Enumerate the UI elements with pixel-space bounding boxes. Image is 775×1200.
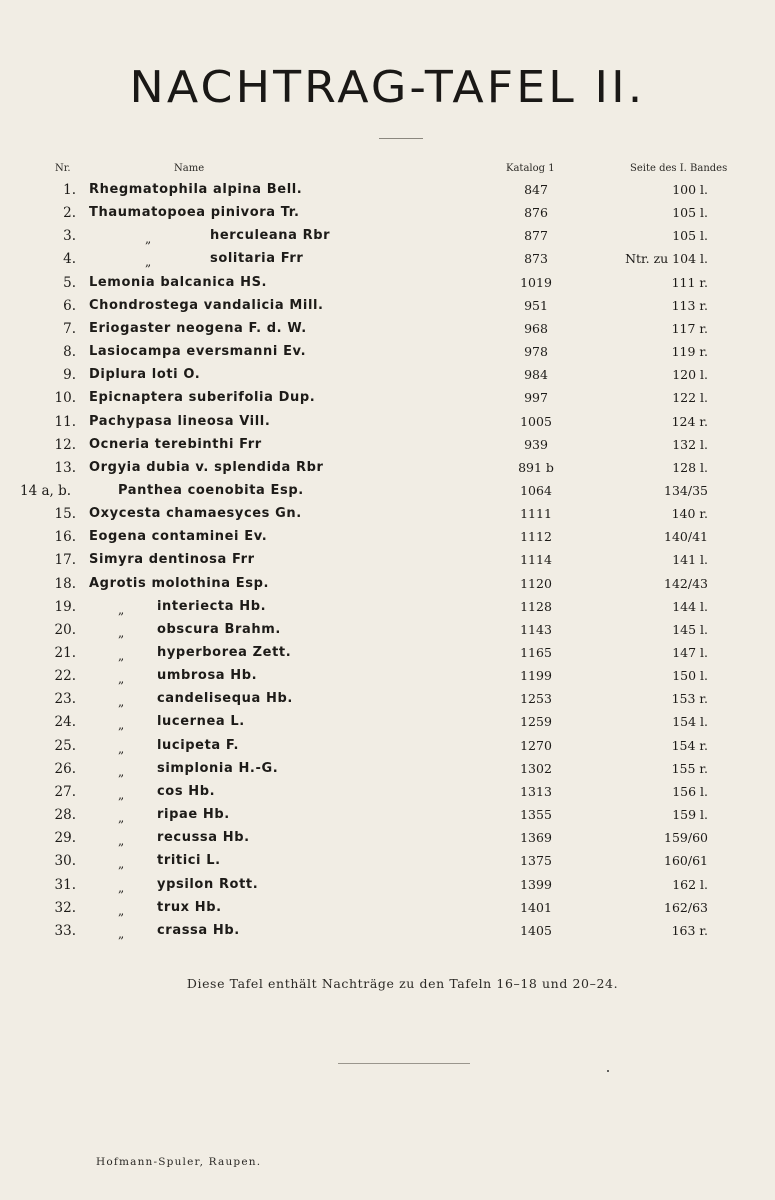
page-reference: 128 l. bbox=[672, 459, 708, 475]
ditto-mark: „ bbox=[118, 695, 125, 710]
table-row bbox=[0, 574, 775, 596]
katalog-number: 1259 bbox=[520, 714, 552, 730]
ditto-mark: „ bbox=[118, 903, 125, 918]
header-nr: Nr. bbox=[55, 163, 71, 174]
katalog-number: 877 bbox=[524, 228, 548, 244]
page-reference: 119 r. bbox=[671, 344, 708, 360]
species-name: lucernea L. bbox=[157, 714, 245, 730]
species-name: herculeana Rbr bbox=[210, 228, 331, 244]
title-divider bbox=[379, 138, 423, 139]
species-name: Eogena contaminei Ev. bbox=[89, 529, 268, 545]
row-number: 31. bbox=[54, 876, 76, 893]
row-number: 17. bbox=[54, 552, 76, 569]
species-name: candelisequa Hb. bbox=[157, 691, 293, 707]
katalog-number: 873 bbox=[524, 251, 548, 267]
table-row bbox=[0, 689, 775, 711]
table-row bbox=[0, 550, 775, 572]
page-reference: 154 l. bbox=[672, 714, 708, 730]
ditto-mark: „ bbox=[118, 625, 125, 640]
species-name: Simyra dentinosa Frr bbox=[89, 552, 255, 568]
table-row bbox=[0, 759, 775, 781]
page-reference: 159/60 bbox=[664, 830, 708, 846]
species-name: obscura Brahm. bbox=[157, 621, 281, 637]
row-number: 32. bbox=[54, 899, 76, 916]
katalog-number: 1111 bbox=[520, 506, 552, 522]
table-row bbox=[0, 481, 775, 503]
table-row bbox=[0, 643, 775, 665]
row-number: 12. bbox=[54, 436, 76, 453]
katalog-number: 997 bbox=[524, 390, 548, 406]
species-name: Eriogaster neogena F. d. W. bbox=[89, 320, 307, 336]
katalog-number: 968 bbox=[524, 320, 548, 336]
header-katalog: Katalog 1 bbox=[506, 163, 555, 174]
row-number: 8. bbox=[63, 344, 76, 361]
table-row bbox=[0, 712, 775, 734]
row-number: 27. bbox=[54, 783, 76, 800]
katalog-number: 1369 bbox=[520, 830, 552, 846]
table-row bbox=[0, 249, 775, 271]
page-reference: 153 r. bbox=[671, 691, 708, 707]
ditto-mark: „ bbox=[145, 232, 152, 247]
table-row bbox=[0, 666, 775, 688]
ditto-mark: „ bbox=[118, 811, 125, 826]
page-reference: 156 l. bbox=[672, 783, 708, 799]
row-number: 5. bbox=[63, 274, 76, 291]
species-name: simplonia H.-G. bbox=[157, 760, 279, 776]
katalog-number: 978 bbox=[524, 344, 548, 360]
page-reference: 120 l. bbox=[672, 367, 708, 383]
row-number: 30. bbox=[54, 853, 76, 870]
row-number: 22. bbox=[54, 668, 76, 685]
row-number: 10. bbox=[54, 390, 76, 407]
row-number: 26. bbox=[54, 760, 76, 777]
page-reference: 155 r. bbox=[671, 760, 708, 776]
page-reference: 140 r. bbox=[671, 506, 708, 522]
species-name: interiecta Hb. bbox=[157, 598, 267, 614]
table-row bbox=[0, 388, 775, 410]
katalog-number: 891 b bbox=[518, 459, 554, 475]
katalog-number: 1143 bbox=[520, 621, 552, 637]
katalog-number: 1399 bbox=[520, 876, 552, 892]
row-number: 23. bbox=[54, 691, 76, 708]
page-reference: 113 r. bbox=[671, 297, 708, 313]
ditto-mark: „ bbox=[118, 741, 125, 756]
table-row bbox=[0, 597, 775, 619]
ditto-mark: „ bbox=[118, 718, 125, 733]
species-name: Ocneria terebinthi Frr bbox=[89, 436, 262, 452]
species-name: lucipeta F. bbox=[157, 737, 240, 753]
table-row bbox=[0, 504, 775, 526]
page-reference: 141 l. bbox=[672, 552, 708, 568]
katalog-number: 1253 bbox=[520, 691, 552, 707]
species-name: Lemonia balcanica HS. bbox=[89, 274, 268, 290]
table-row bbox=[0, 851, 775, 873]
table-row bbox=[0, 898, 775, 920]
row-number: 20. bbox=[54, 621, 76, 638]
katalog-number: 876 bbox=[524, 205, 548, 221]
species-name: solitaria Frr bbox=[210, 251, 304, 267]
page-reference: 160/61 bbox=[664, 853, 708, 869]
katalog-number: 1120 bbox=[520, 575, 552, 591]
katalog-number: 1375 bbox=[520, 853, 552, 869]
page-reference: 134/35 bbox=[664, 482, 708, 498]
ditto-mark: „ bbox=[118, 926, 125, 941]
katalog-number: 1114 bbox=[520, 552, 552, 568]
ditto-mark: „ bbox=[145, 255, 152, 270]
header-name: Name bbox=[174, 163, 205, 174]
bottom-divider bbox=[338, 1063, 470, 1064]
page-reference: 105 l. bbox=[672, 228, 708, 244]
species-name: cos Hb. bbox=[157, 783, 216, 799]
table-row bbox=[0, 458, 775, 480]
row-number: 4. bbox=[63, 251, 76, 268]
row-number: 14 a, b. bbox=[20, 482, 72, 499]
page-reference: 100 l. bbox=[672, 182, 708, 197]
table-row bbox=[0, 527, 775, 549]
page-reference: 144 l. bbox=[672, 598, 708, 614]
page-reference: 105 l. bbox=[672, 205, 708, 221]
table-row bbox=[0, 273, 775, 295]
katalog-number: 1064 bbox=[520, 482, 552, 498]
credit-line: Hofmann-Spuler, Raupen. bbox=[96, 1156, 262, 1168]
page-reference: Ntr. zu 104 l. bbox=[625, 251, 708, 267]
page-reference: 145 l. bbox=[672, 621, 708, 637]
species-name: Thaumatopoea pinivora Tr. bbox=[89, 205, 300, 221]
species-name: Panthea coenobita Esp. bbox=[118, 482, 304, 498]
species-name: crassa Hb. bbox=[157, 922, 240, 938]
row-number: 13. bbox=[54, 459, 76, 476]
row-number: 3. bbox=[63, 228, 76, 245]
page-reference: 111 r. bbox=[671, 274, 708, 290]
table-row bbox=[0, 921, 775, 943]
table-row bbox=[0, 365, 775, 387]
table-row bbox=[0, 180, 775, 202]
species-name: Pachypasa lineosa Vill. bbox=[89, 413, 271, 429]
page-reference: 163 r. bbox=[671, 922, 708, 938]
species-name: Orgyia dubia v. splendida Rbr bbox=[89, 459, 324, 475]
page-reference: 150 l. bbox=[672, 668, 708, 684]
row-number: 28. bbox=[54, 807, 76, 824]
katalog-number: 1302 bbox=[520, 760, 552, 776]
row-number: 11. bbox=[54, 413, 76, 430]
row-number: 29. bbox=[54, 830, 76, 847]
species-name: hyperborea Zett. bbox=[157, 645, 292, 660]
katalog-number: 1128 bbox=[520, 598, 552, 614]
katalog-number: 1005 bbox=[520, 413, 552, 429]
row-number: 15. bbox=[54, 506, 76, 523]
ditto-mark: „ bbox=[118, 857, 125, 872]
katalog-number: 1401 bbox=[520, 899, 552, 915]
row-number: 18. bbox=[54, 575, 76, 592]
page-reference: 147 l. bbox=[672, 645, 708, 660]
page-reference: 162/63 bbox=[664, 899, 708, 915]
table-row bbox=[0, 805, 775, 827]
katalog-number: 847 bbox=[524, 182, 548, 197]
row-number: 1. bbox=[63, 182, 76, 198]
row-number: 19. bbox=[54, 598, 76, 615]
table-row bbox=[0, 226, 775, 248]
table-row bbox=[0, 782, 775, 804]
page-reference: 117 r. bbox=[671, 320, 708, 336]
species-name: Lasiocampa eversmanni Ev. bbox=[89, 344, 307, 360]
table-row bbox=[0, 296, 775, 318]
row-number: 2. bbox=[63, 205, 76, 222]
ditto-mark: „ bbox=[118, 880, 125, 895]
katalog-number: 951 bbox=[524, 297, 548, 313]
katalog-number: 1165 bbox=[520, 645, 552, 660]
table-row bbox=[0, 435, 775, 457]
page-reference: 154 r. bbox=[671, 737, 708, 753]
katalog-number: 1405 bbox=[520, 922, 552, 938]
species-name: trux Hb. bbox=[157, 899, 222, 915]
page-reference: 140/41 bbox=[664, 529, 708, 545]
species-name: ripae Hb. bbox=[157, 807, 230, 823]
species-name: umbrosa Hb. bbox=[157, 668, 258, 684]
row-number: 16. bbox=[54, 529, 76, 546]
species-name: ypsilon Rott. bbox=[157, 876, 259, 892]
katalog-number: 1112 bbox=[520, 529, 552, 545]
table-row bbox=[0, 875, 775, 897]
species-name: Diplura loti O. bbox=[89, 367, 201, 383]
species-name: Rhegmatophila alpina Bell. bbox=[89, 182, 303, 197]
row-number: 7. bbox=[63, 320, 76, 337]
katalog-number: 1355 bbox=[520, 807, 552, 823]
row-number: 25. bbox=[54, 737, 76, 754]
species-name: Oxycesta chamaesyces Gn. bbox=[89, 506, 302, 522]
ditto-mark: „ bbox=[118, 764, 125, 779]
table-row bbox=[0, 736, 775, 758]
katalog-number: 1313 bbox=[520, 783, 552, 799]
table-row bbox=[0, 319, 775, 341]
katalog-number: 1199 bbox=[520, 668, 552, 684]
page-reference: 162 l. bbox=[672, 876, 708, 892]
row-number: 21. bbox=[54, 645, 76, 661]
katalog-number: 1019 bbox=[520, 274, 552, 290]
species-name: Chondrostega vandalicia Mill. bbox=[89, 297, 324, 313]
species-name: Epicnaptera suberifolia Dup. bbox=[89, 390, 316, 406]
table-row bbox=[0, 342, 775, 364]
page-reference: 122 l. bbox=[672, 390, 708, 406]
katalog-number: 939 bbox=[524, 436, 548, 452]
species-name: Agrotis molothina Esp. bbox=[89, 575, 270, 591]
footnote: Diese Tafel enthält Nachträge zu den Tafeln 16–18 und 20–24. bbox=[186, 976, 619, 991]
page-reference: 159 l. bbox=[672, 807, 708, 823]
ditto-mark: „ bbox=[118, 787, 125, 802]
table-row bbox=[0, 412, 775, 434]
katalog-number: 984 bbox=[524, 367, 548, 383]
species-name: tritici L. bbox=[157, 853, 221, 869]
row-number: 9. bbox=[63, 367, 76, 384]
header-seite: Seite des I. Bandes bbox=[630, 163, 728, 174]
table-row bbox=[0, 828, 775, 850]
ditto-mark: „ bbox=[118, 602, 125, 617]
print-speck bbox=[607, 1070, 609, 1072]
ditto-mark: „ bbox=[118, 834, 125, 849]
page-reference: 132 l. bbox=[672, 436, 708, 452]
page-reference: 124 r. bbox=[671, 413, 708, 429]
row-number: 6. bbox=[63, 297, 76, 314]
page-reference: 142/43 bbox=[664, 575, 708, 591]
page-title: NACHTRAG-TAFEL II. bbox=[129, 62, 646, 113]
row-number: 33. bbox=[54, 922, 76, 939]
row-number: 24. bbox=[54, 714, 76, 731]
katalog-number: 1270 bbox=[520, 737, 552, 753]
ditto-mark: „ bbox=[118, 649, 125, 663]
species-name: recussa Hb. bbox=[157, 830, 250, 846]
table-row bbox=[0, 620, 775, 642]
ditto-mark: „ bbox=[118, 672, 125, 687]
table-row bbox=[0, 203, 775, 225]
